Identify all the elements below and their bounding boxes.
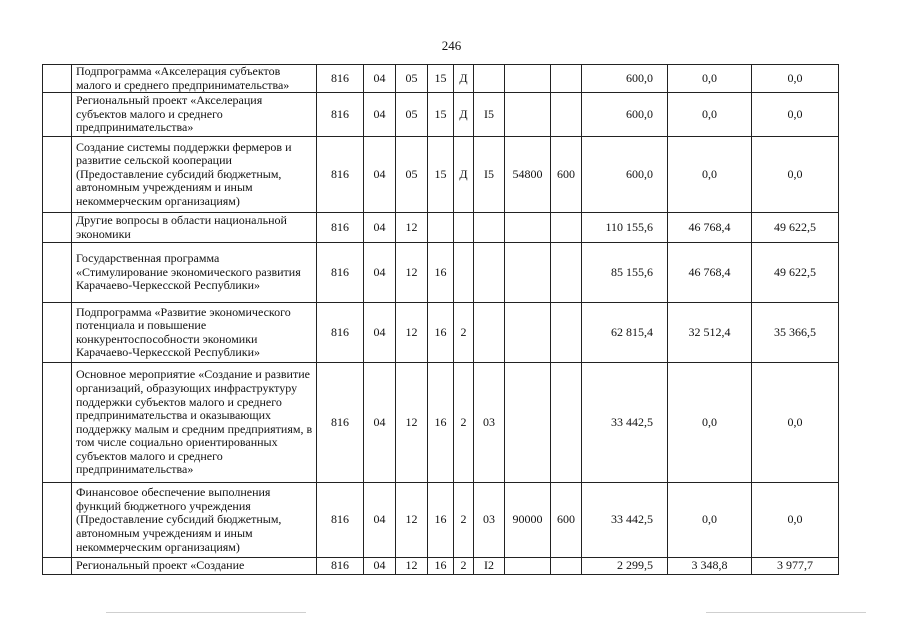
cell-csr-program: 16 (428, 558, 454, 575)
cell-amount-year1: 110 155,6 (582, 213, 668, 243)
cell-csr-event (474, 65, 505, 93)
cell-grbs: 816 (317, 303, 364, 363)
cell-csr-subprogram: Д (454, 65, 474, 93)
footer-rule-left (106, 612, 306, 613)
cell-csr-event (474, 243, 505, 303)
table-row (43, 303, 839, 363)
table-row (43, 213, 839, 243)
cell-grbs: 816 (317, 558, 364, 575)
cell-amount-year2: 32 512,4 (668, 303, 752, 363)
cell-csr-program (428, 213, 454, 243)
cell-csr-direction (505, 363, 551, 483)
cell-amount-year3: 0,0 (752, 483, 839, 558)
cell-pr: 12 (396, 213, 428, 243)
cell-csr-direction: 54800 (505, 137, 551, 213)
cell-csr-event (474, 213, 505, 243)
cell-rz: 04 (364, 213, 396, 243)
cell-rz: 04 (364, 363, 396, 483)
cell-grbs: 816 (317, 213, 364, 243)
table-body (43, 65, 839, 575)
cell-pr: 12 (396, 483, 428, 558)
cell-csr-subprogram: 2 (454, 558, 474, 575)
cell-pr: 12 (396, 363, 428, 483)
cell-grbs: 816 (317, 363, 364, 483)
cell-csr-subprogram (454, 213, 474, 243)
cell-csr-event: 03 (474, 363, 505, 483)
cell-csr-event: 03 (474, 483, 505, 558)
cell-csr-direction (505, 65, 551, 93)
table-row (43, 558, 839, 575)
index-cell (43, 303, 72, 363)
row-name: Региональный проект «Акселерация субъектов малого и среднего предпринимательства» (72, 93, 317, 137)
cell-rz: 04 (364, 65, 396, 93)
cell-amount-year2: 0,0 (668, 363, 752, 483)
cell-csr-event (474, 303, 505, 363)
cell-amount-year3: 49 622,5 (752, 213, 839, 243)
cell-grbs: 816 (317, 93, 364, 137)
cell-rz: 04 (364, 93, 396, 137)
index-cell (43, 483, 72, 558)
cell-amount-year3: 49 622,5 (752, 243, 839, 303)
cell-amount-year1: 600,0 (582, 93, 668, 137)
footer-rule-right (706, 612, 866, 613)
index-cell (43, 137, 72, 213)
cell-rz: 04 (364, 558, 396, 575)
row-name: Государственная программа «Стимулирование экономического развития Карачаево-Черкесской Республики» (72, 243, 317, 303)
cell-grbs: 816 (317, 483, 364, 558)
cell-csr-direction: 90000 (505, 483, 551, 558)
table-row (43, 483, 839, 558)
cell-vr (551, 93, 582, 137)
cell-csr-subprogram (454, 243, 474, 303)
cell-amount-year1: 33 442,5 (582, 483, 668, 558)
cell-amount-year3: 3 977,7 (752, 558, 839, 575)
cell-csr-subprogram: 2 (454, 483, 474, 558)
cell-csr-event: I2 (474, 558, 505, 575)
cell-amount-year3: 0,0 (752, 93, 839, 137)
cell-vr (551, 303, 582, 363)
cell-csr-subprogram: Д (454, 137, 474, 213)
cell-amount-year2: 46 768,4 (668, 213, 752, 243)
row-name: Региональный проект «Создание (72, 558, 317, 575)
cell-csr-program: 16 (428, 243, 454, 303)
cell-rz: 04 (364, 243, 396, 303)
index-cell (43, 363, 72, 483)
cell-csr-program: 16 (428, 363, 454, 483)
cell-grbs: 816 (317, 137, 364, 213)
cell-csr-subprogram: Д (454, 93, 474, 137)
index-cell (43, 243, 72, 303)
cell-csr-direction (505, 213, 551, 243)
index-cell (43, 93, 72, 137)
cell-csr-subprogram: 2 (454, 303, 474, 363)
cell-csr-direction (505, 558, 551, 575)
table-row (43, 243, 839, 303)
budget-table (42, 64, 839, 575)
cell-rz: 04 (364, 303, 396, 363)
cell-amount-year2: 0,0 (668, 137, 752, 213)
cell-amount-year2: 3 348,8 (668, 558, 752, 575)
cell-pr: 05 (396, 137, 428, 213)
cell-pr: 05 (396, 93, 428, 137)
row-name: Создание системы поддержки фермеров и развитие сельской кооперации (Предоставление субсидий бюджетным, автономным учреждениям и иным некоммерческим организациям) (72, 137, 317, 213)
cell-vr (551, 363, 582, 483)
cell-amount-year2: 46 768,4 (668, 243, 752, 303)
cell-vr: 600 (551, 483, 582, 558)
cell-vr (551, 213, 582, 243)
index-cell (43, 65, 72, 93)
row-name: Другие вопросы в области национальной экономики (72, 213, 317, 243)
cell-amount-year3: 0,0 (752, 137, 839, 213)
cell-csr-program: 15 (428, 93, 454, 137)
row-name: Основное мероприятие «Создание и развитие организаций, образующих инфраструктуру поддержки субъектов малого и среднего предпринимательства и оказывающих поддержку малым и средним предприятиям, в том числе социально ориентированных субъектов малого и среднего предпринимательства» (72, 363, 317, 483)
cell-pr: 05 (396, 65, 428, 93)
cell-amount-year1: 33 442,5 (582, 363, 668, 483)
cell-csr-program: 16 (428, 303, 454, 363)
table-row (43, 93, 839, 137)
cell-amount-year1: 600,0 (582, 137, 668, 213)
cell-grbs: 816 (317, 65, 364, 93)
cell-vr (551, 243, 582, 303)
row-name: Подпрограмма «Акселерация субъектов малого и среднего предпринимательства» (72, 65, 317, 93)
table-row (43, 137, 839, 213)
cell-amount-year1: 62 815,4 (582, 303, 668, 363)
cell-amount-year1: 600,0 (582, 65, 668, 93)
cell-csr-direction (505, 303, 551, 363)
cell-csr-program: 16 (428, 483, 454, 558)
row-name: Подпрограмма «Развитие экономического потенциала и повышение конкурентоспособности экономики Карачаево-Черкесской Республики» (72, 303, 317, 363)
cell-csr-direction (505, 93, 551, 137)
cell-rz: 04 (364, 137, 396, 213)
cell-csr-direction (505, 243, 551, 303)
cell-rz: 04 (364, 483, 396, 558)
cell-csr-program: 15 (428, 137, 454, 213)
cell-amount-year3: 35 366,5 (752, 303, 839, 363)
cell-pr: 12 (396, 558, 428, 575)
cell-amount-year2: 0,0 (668, 65, 752, 93)
table-row (43, 65, 839, 93)
cell-pr: 12 (396, 303, 428, 363)
row-name: Финансовое обеспечение выполнения функций бюджетного учреждения (Предоставление субсидий бюджетным, автономным учреждениям и иным некоммерческим организациям) (72, 483, 317, 558)
cell-vr (551, 558, 582, 575)
cell-amount-year3: 0,0 (752, 363, 839, 483)
cell-csr-event: I5 (474, 93, 505, 137)
cell-csr-program: 15 (428, 65, 454, 93)
table-row (43, 363, 839, 483)
page-number: 246 (441, 38, 462, 53)
cell-csr-subprogram: 2 (454, 363, 474, 483)
cell-amount-year1: 85 155,6 (582, 243, 668, 303)
cell-amount-year3: 0,0 (752, 65, 839, 93)
cell-pr: 12 (396, 243, 428, 303)
index-cell (43, 213, 72, 243)
cell-vr: 600 (551, 137, 582, 213)
cell-amount-year2: 0,0 (668, 93, 752, 137)
cell-grbs: 816 (317, 243, 364, 303)
cell-vr (551, 65, 582, 93)
index-cell (43, 558, 72, 575)
cell-amount-year2: 0,0 (668, 483, 752, 558)
cell-csr-event: I5 (474, 137, 505, 213)
cell-amount-year1: 2 299,5 (582, 558, 668, 575)
